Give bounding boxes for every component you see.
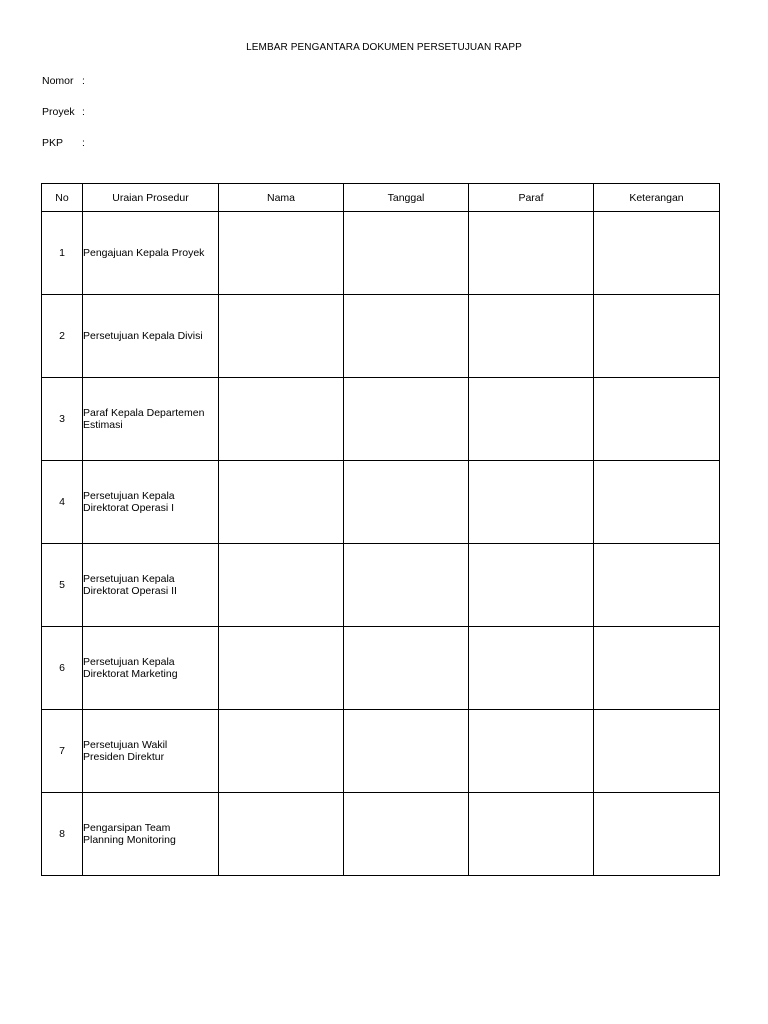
keterangan-cell[interactable] [594, 627, 720, 710]
row-number: 1 [42, 212, 83, 295]
nama-cell[interactable] [219, 378, 344, 461]
tanggal-cell[interactable] [344, 710, 469, 793]
nomor-field[interactable] [42, 74, 85, 88]
approval-table [41, 183, 720, 876]
procedure-line-1: Persetujuan Kepala Divisi [83, 330, 203, 342]
procedure-cell [83, 544, 219, 627]
header-no: No [42, 184, 83, 212]
row-number: 5 [42, 544, 83, 627]
procedure-line-2: Planning Monitoring [83, 834, 176, 846]
procedure-line-1: Pengajuan Kepala Proyek [83, 247, 205, 259]
table-row [42, 544, 720, 627]
keterangan-cell[interactable] [594, 793, 720, 876]
row-number: 4 [42, 461, 83, 544]
nama-cell[interactable] [219, 793, 344, 876]
table-row [42, 212, 720, 295]
row-number: 6 [42, 627, 83, 710]
keterangan-cell[interactable] [594, 295, 720, 378]
procedure-cell [83, 461, 219, 544]
procedure-line-2: Direktorat Operasi I [83, 502, 175, 514]
procedure-line-1: Persetujuan Kepala [83, 573, 175, 585]
tanggal-cell[interactable] [344, 461, 469, 544]
tanggal-cell[interactable] [344, 212, 469, 295]
pkp-colon: : [82, 137, 85, 149]
row-number: 7 [42, 710, 83, 793]
proyek-label: Proyek [42, 106, 75, 118]
row-number: 3 [42, 378, 83, 461]
tanggal-cell[interactable] [344, 793, 469, 876]
procedure-cell [83, 212, 219, 295]
tanggal-cell[interactable] [344, 544, 469, 627]
header-uraian-prosedur: Uraian Prosedur [83, 184, 219, 212]
procedure-cell [83, 710, 219, 793]
tanggal-cell[interactable] [344, 295, 469, 378]
procedure-cell [83, 295, 219, 378]
table-row [42, 461, 720, 544]
paraf-cell[interactable] [469, 461, 594, 544]
pkp-label: PKP [42, 137, 64, 149]
procedure-cell [83, 378, 219, 461]
paraf-cell[interactable] [469, 212, 594, 295]
nama-cell[interactable] [219, 627, 344, 710]
header-keterangan: Keterangan [594, 184, 720, 212]
procedure-line-2: Estimasi [83, 419, 123, 431]
procedure-line-2: Direktorat Marketing [83, 668, 178, 680]
table-row [42, 793, 720, 876]
paraf-cell[interactable] [469, 544, 594, 627]
procedure-line-2: Direktorat Operasi II [83, 585, 177, 597]
nama-cell[interactable] [219, 544, 344, 627]
paraf-cell[interactable] [469, 378, 594, 461]
header-tanggal: Tanggal [344, 184, 469, 212]
nama-cell[interactable] [219, 461, 344, 544]
table-row [42, 295, 720, 378]
nomor-label: Nomor [42, 75, 74, 87]
table-row [42, 627, 720, 710]
row-number: 2 [42, 295, 83, 378]
table-row [42, 378, 720, 461]
keterangan-cell[interactable] [594, 212, 720, 295]
document-title: LEMBAR PENGANTARA DOKUMEN PERSETUJUAN RAPP [246, 42, 522, 53]
procedure-line-1: Pengarsipan Team [83, 822, 171, 834]
keterangan-cell[interactable] [594, 710, 720, 793]
header-nama: Nama [219, 184, 344, 212]
nama-cell[interactable] [219, 295, 344, 378]
procedure-line-1: Persetujuan Wakil [83, 739, 168, 751]
proyek-field[interactable] [42, 105, 85, 119]
keterangan-cell[interactable] [594, 544, 720, 627]
proyek-colon: : [82, 106, 85, 118]
keterangan-cell[interactable] [594, 461, 720, 544]
nama-cell[interactable] [219, 212, 344, 295]
paraf-cell[interactable] [469, 793, 594, 876]
keterangan-cell[interactable] [594, 378, 720, 461]
pkp-field[interactable] [42, 136, 85, 150]
procedure-line-1: Persetujuan Kepala [83, 656, 175, 668]
table-header-row [42, 184, 720, 212]
header-paraf: Paraf [469, 184, 594, 212]
procedure-line-2: Presiden Direktur [83, 751, 165, 763]
paraf-cell[interactable] [469, 627, 594, 710]
procedure-line-1: Persetujuan Kepala [83, 490, 175, 502]
nama-cell[interactable] [219, 710, 344, 793]
procedure-cell [83, 627, 219, 710]
paraf-cell[interactable] [469, 710, 594, 793]
tanggal-cell[interactable] [344, 378, 469, 461]
nomor-colon: : [82, 75, 85, 87]
procedure-line-1: Paraf Kepala Departemen [83, 407, 205, 419]
procedure-cell [83, 793, 219, 876]
row-number: 8 [42, 793, 83, 876]
tanggal-cell[interactable] [344, 627, 469, 710]
paraf-cell[interactable] [469, 295, 594, 378]
table-row [42, 710, 720, 793]
